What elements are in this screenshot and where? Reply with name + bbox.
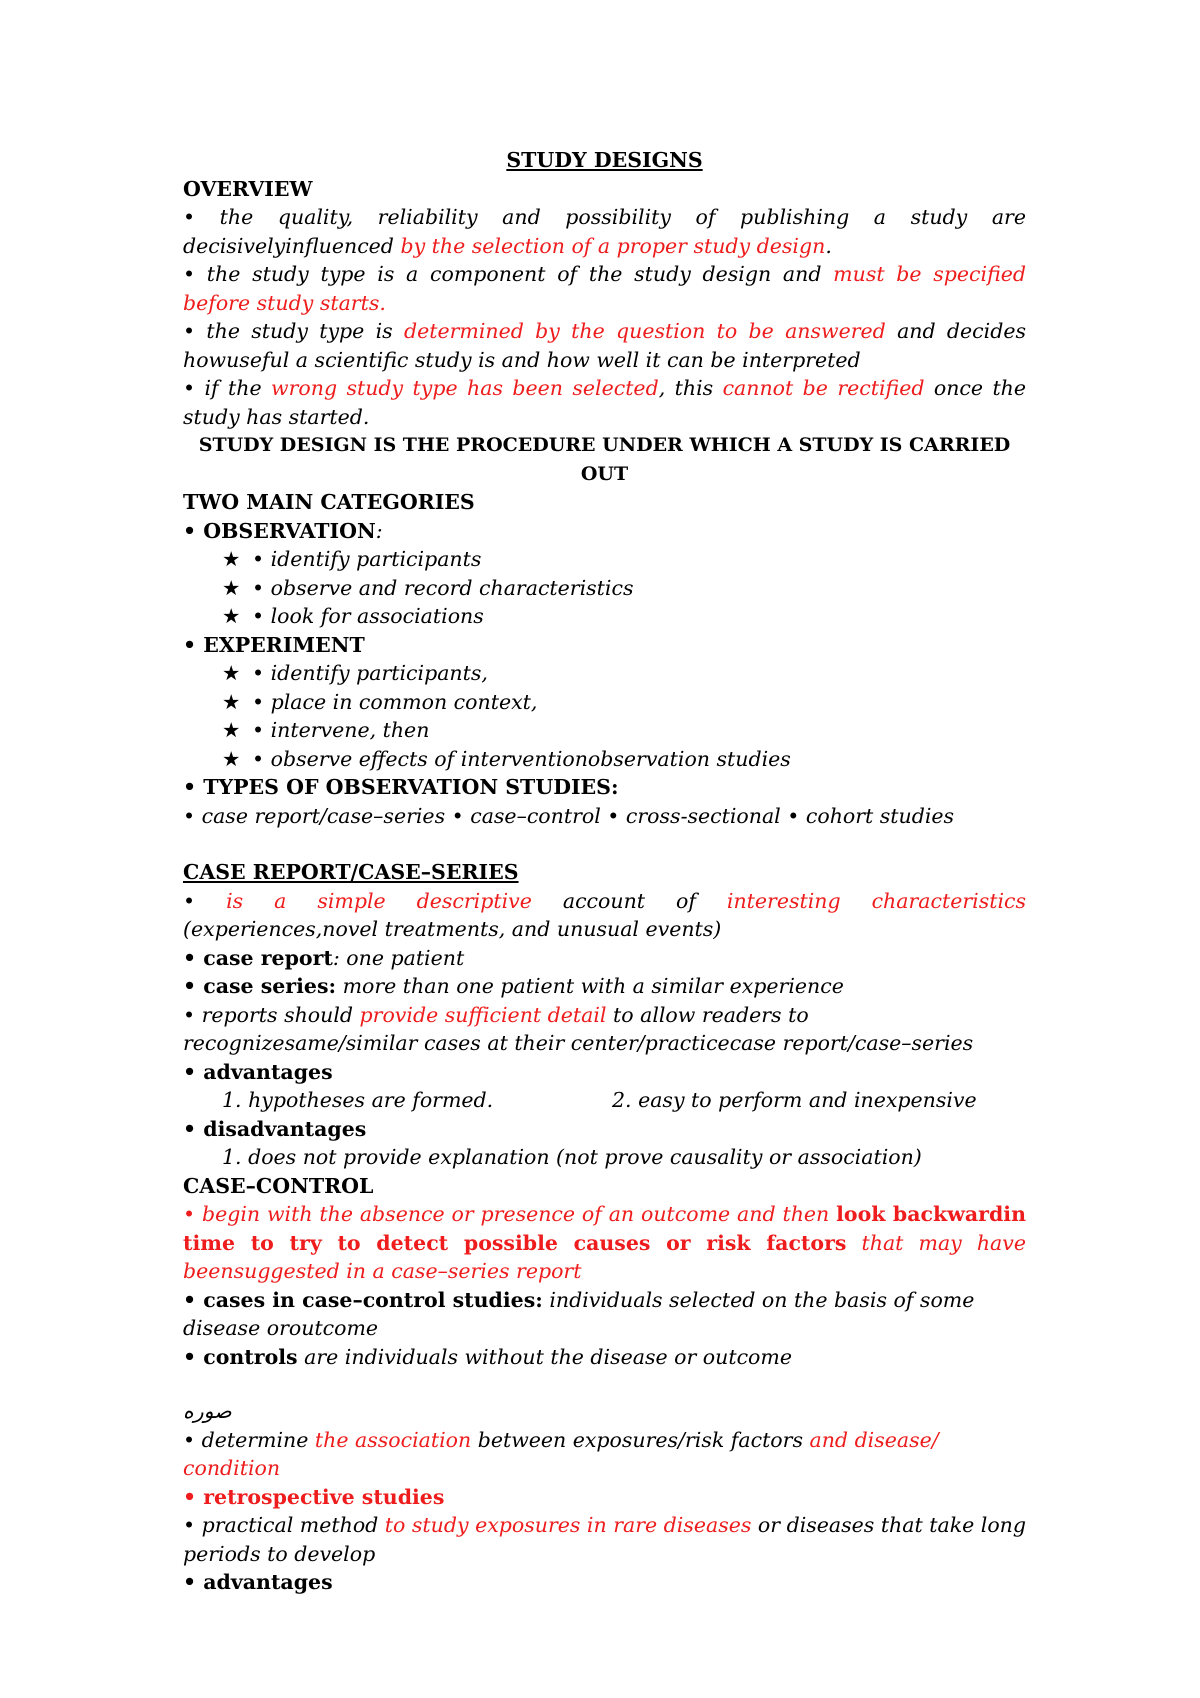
definition: more than one patient with a similar experience — [336, 974, 844, 998]
text-span: • the quality, reliability and possibility of publishing a study are decisivelyinfluenced — [183, 205, 1026, 258]
text-span: account of — [531, 888, 727, 913]
item-text: • observe and record characteristics — [252, 575, 634, 600]
case-control-bullet-1 — [183, 1200, 1026, 1286]
experiment-label: • EXPERIMENT — [183, 632, 365, 657]
types-list: • case report/case–series • case–control • cross-sectional • cohort studies — [183, 803, 955, 828]
text-span: , this — [658, 376, 723, 400]
item-text: • identify participants — [252, 547, 482, 571]
case-report-bullet-4 — [183, 1001, 1026, 1058]
highlight-span: cannot be rectified — [722, 376, 925, 400]
section3-bullet-3 — [183, 1511, 1026, 1568]
text-span: • practical method — [183, 1513, 385, 1537]
case-report-heading: CASE REPORT/CASE–SERIES — [183, 860, 519, 884]
case-report-bullet-2 — [183, 944, 1026, 973]
observation-label — [183, 517, 1026, 546]
highlight-span: that may have beensuggested in a case–series report — [183, 1230, 1026, 1283]
case-control-bullet-2 — [183, 1286, 1026, 1343]
document-page — [183, 146, 1026, 1597]
text-span: • the study type is a component of the study design and — [183, 262, 834, 286]
highlight-span: to study exposures in rare diseases — [384, 1513, 752, 1537]
section3-bullet-2: • retrospective studies — [183, 1484, 445, 1509]
overview-bullet-4 — [183, 374, 1026, 431]
text-span: between exposures/risk factors — [471, 1427, 810, 1452]
item-text: • look for associations — [252, 604, 484, 628]
star-icon: ★ — [222, 718, 241, 742]
spacer — [183, 1371, 1026, 1397]
text-span: and decides howuseful a scientific study is and how well it can be interpreted — [183, 319, 1026, 372]
arabic-text: صوره — [183, 1399, 232, 1423]
star-icon: ★ — [222, 604, 241, 628]
text-span: or diseases that take long periods to develop — [183, 1513, 1026, 1566]
text-span: once the study has started. — [183, 376, 1027, 429]
section3-bullet-1 — [183, 1426, 1026, 1483]
highlight-span: must be specified before study starts. — [183, 262, 1026, 315]
section3-advantages: • advantages — [183, 1570, 333, 1594]
star-icon: ★ — [222, 547, 241, 571]
disadvantages-heading: • disadvantages — [183, 1116, 367, 1141]
highlight-span: provide sufficient detail — [359, 1002, 607, 1027]
highlight-bold-span: look backwardin time to try to detect possible causes or risk factors — [183, 1202, 1026, 1255]
advantages-items — [222, 1086, 1026, 1115]
item-text: • observe effects of interventionobservation studies — [252, 746, 791, 771]
highlight-span: is a simple descriptive — [226, 888, 532, 913]
experiment-item — [222, 688, 1026, 717]
colon: : — [375, 518, 383, 543]
case-control-heading: CASE–CONTROL — [183, 1173, 374, 1198]
item-text: • place in common context, — [252, 689, 538, 714]
case-report-bullet-1 — [183, 887, 1026, 944]
highlight-span: the association — [314, 1427, 472, 1452]
text-span: • — [183, 888, 227, 913]
categories-heading: TWO MAIN CATEGORIES — [183, 490, 475, 514]
case-report-bullet-3 — [183, 972, 1026, 1001]
star-icon: ★ — [222, 689, 241, 714]
disadvantage-item: 1. does not provide explanation (not prove causality or association) — [222, 1145, 922, 1169]
term: • case series: — [183, 974, 337, 998]
term: • controls — [183, 1344, 298, 1369]
text-span: (experiences,novel treatments, and unusual events) — [183, 917, 722, 941]
highlight-span: wrong study type has been selected — [271, 376, 659, 400]
highlight-span: determined by the question to be answered — [403, 319, 886, 343]
observation-item — [222, 545, 1026, 574]
observation-item — [222, 574, 1026, 603]
experiment-item — [222, 659, 1026, 688]
definition: individuals selected on the basis of some disease oroutcome — [183, 1287, 975, 1340]
text-span: • reports should — [183, 1002, 360, 1027]
highlight-span: • — [183, 1202, 202, 1226]
definition: are individuals without the disease or outcome — [297, 1344, 792, 1369]
item-text: • identify participants, — [252, 661, 488, 685]
types-heading: • TYPES OF OBSERVATION STUDIES: — [183, 775, 619, 799]
advantage-item: 2. easy to perform and inexpensive — [612, 1088, 977, 1112]
experiment-item — [222, 745, 1026, 774]
spacer — [183, 830, 1026, 858]
definition-heading: STUDY DESIGN IS THE PROCEDURE UNDER WHICH A STUDY IS CARRIED OUT — [198, 434, 1011, 485]
item-text: • intervene, then — [252, 718, 430, 742]
overview-bullet-2 — [183, 260, 1026, 317]
overview-bullet-3 — [183, 317, 1026, 374]
text-span: to allow readers to recognizesame/similar cases at their center/practicecase report/case–series — [183, 1002, 974, 1055]
definition: : one patient — [332, 945, 465, 970]
star-icon: ★ — [222, 746, 241, 771]
observation-label-text: • OBSERVATION — [183, 518, 376, 543]
text-span: . — [825, 233, 832, 258]
text-span: • the study type is — [183, 319, 404, 343]
highlight-span: begin with the absence or presence of an outcome and then — [201, 1202, 837, 1226]
experiment-item — [222, 716, 1026, 745]
page-title: STUDY DESIGNS — [506, 148, 703, 172]
case-control-bullet-3 — [183, 1343, 1026, 1372]
star-icon: ★ — [222, 575, 241, 600]
term: • case report — [183, 945, 333, 970]
term: • cases in case–control studies: — [183, 1287, 543, 1312]
observation-item — [222, 602, 1026, 631]
arabic-note — [183, 1397, 1026, 1426]
advantage-item: 1. hypotheses are formed. — [222, 1088, 494, 1112]
text-span: • determine — [183, 1427, 315, 1452]
overview-bullet-1 — [183, 203, 1026, 260]
highlight-span: by the selection of a proper study design — [400, 233, 826, 258]
highlight-span: interesting characteristics — [726, 888, 1027, 913]
overview-heading: OVERVIEW — [183, 176, 313, 201]
advantages-heading: • advantages — [183, 1059, 333, 1084]
text-span: • if the — [183, 376, 272, 400]
star-icon: ★ — [222, 661, 241, 685]
highlight-span: and disease/ condition — [183, 1427, 939, 1480]
